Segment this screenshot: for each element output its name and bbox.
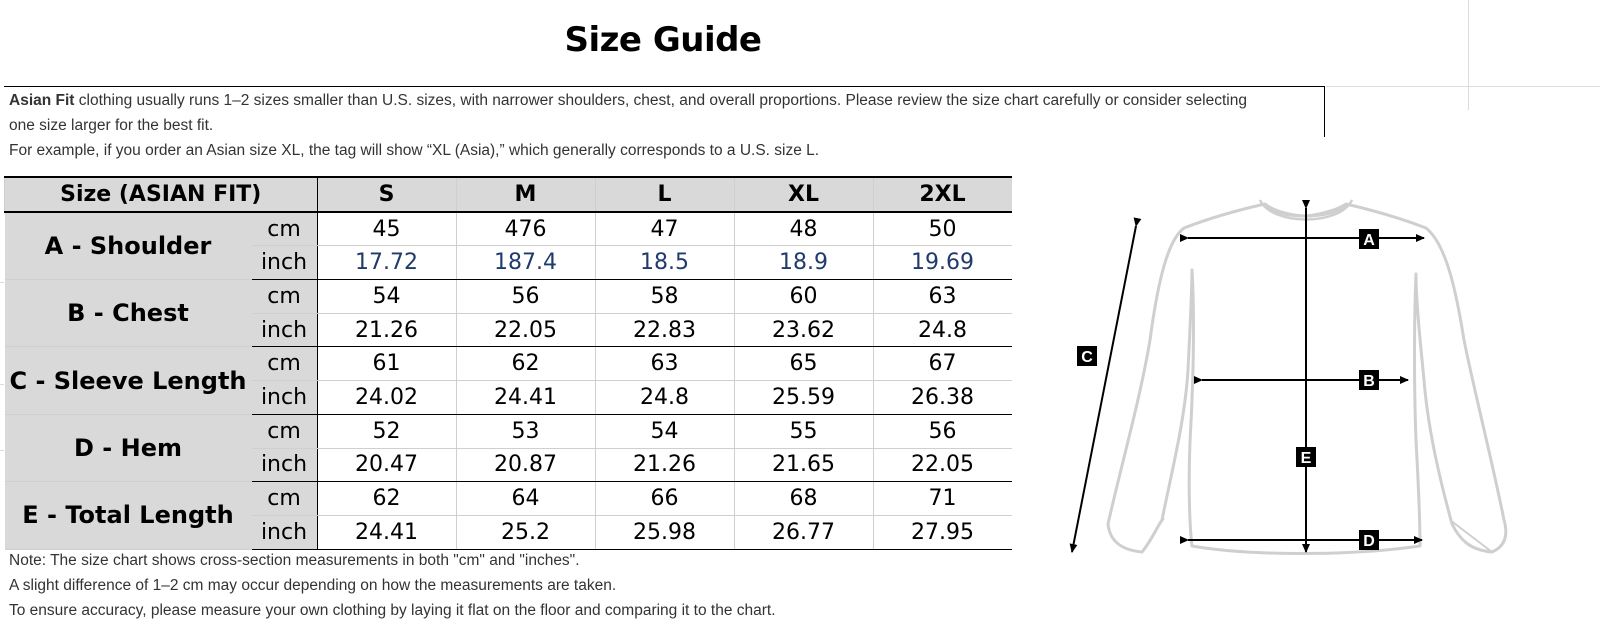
table-cell: 66 [595, 482, 734, 516]
label-b [1359, 370, 1379, 390]
table-cell: 63 [873, 280, 1012, 314]
table-cell: 24.8 [595, 381, 734, 415]
size-header-label: Size (ASIAN FIT) [5, 177, 318, 212]
unit-label-inch: inch [252, 448, 318, 482]
size-header-m: M [456, 177, 595, 212]
table-cell: 27.95 [873, 515, 1012, 549]
sweater-diagram [1060, 190, 1530, 570]
note-line-3: To ensure accuracy, please measure your own clothing by laying it flat on the floor and comparing it to the chart. [9, 602, 776, 619]
unit-label-cm: cm [252, 482, 318, 516]
table-cell: 24.41 [317, 515, 456, 549]
table-cell: 22.05 [456, 313, 595, 347]
table-cell: 22.83 [595, 313, 734, 347]
table-cell: 25.2 [456, 515, 595, 549]
note-line-1: Note: The size chart shows cross-section measurements in both "cm" and "inches". [9, 552, 580, 569]
page-title: Size Guide [564, 20, 762, 60]
table-row [5, 212, 1012, 246]
label-d [1359, 530, 1379, 550]
table-cell: 52 [317, 414, 456, 448]
table-cell: 476 [456, 212, 595, 246]
table-cell: 62 [317, 482, 456, 516]
table-cell: 67 [873, 347, 1012, 381]
unit-label-cm: cm [252, 280, 318, 314]
table-cell: 21.26 [317, 313, 456, 347]
measurement-name: C - Sleeve Length [5, 347, 252, 414]
label-a-text: A [1363, 232, 1375, 249]
unit-label-cm: cm [252, 347, 318, 381]
size-header-s: S [317, 177, 456, 212]
intro-line-2: one size larger for the best fit. [9, 117, 214, 134]
table-cell: 25.98 [595, 515, 734, 549]
size-header-2xl: 2XL [873, 177, 1012, 212]
label-e [1296, 447, 1316, 467]
table-cell: 24.8 [873, 313, 1012, 347]
table-cell: 22.05 [873, 448, 1012, 482]
grid-line [1326, 86, 1600, 87]
table-cell: 68 [734, 482, 873, 516]
table-cell: 71 [873, 482, 1012, 516]
size-header-row [5, 177, 1012, 212]
table-cell: 58 [595, 280, 734, 314]
table-cell: 25.59 [734, 381, 873, 415]
label-a [1359, 229, 1379, 249]
unit-label-cm: cm [252, 212, 318, 246]
table-cell: 56 [456, 280, 595, 314]
unit-label-inch: inch [252, 246, 318, 280]
table-cell: 45 [317, 212, 456, 246]
table-cell: 18.9 [734, 246, 873, 280]
table-cell: 60 [734, 280, 873, 314]
label-c [1077, 346, 1097, 366]
table-cell: 63 [595, 347, 734, 381]
label-e-text: E [1300, 450, 1312, 467]
measurement-name: D - Hem [5, 414, 252, 481]
table-cell: 24.41 [456, 381, 595, 415]
unit-label-inch: inch [252, 381, 318, 415]
label-b-text: B [1363, 373, 1375, 390]
table-cell: 50 [873, 212, 1012, 246]
table-cell: 64 [456, 482, 595, 516]
intro-line-1-text: clothing usually runs 1–2 sizes smaller than U.S. sizes, with narrower shoulders, chest, and overall proportions. Please review the size chart carefully or consider selecting [74, 92, 1247, 109]
table-cell: 21.26 [595, 448, 734, 482]
table-cell: 17.72 [317, 246, 456, 280]
unit-label-inch: inch [252, 313, 318, 347]
table-cell: 62 [456, 347, 595, 381]
table-cell: 48 [734, 212, 873, 246]
table-row [5, 280, 1012, 314]
intro-line-3: For example, if you order an Asian size XL, the tag will show “XL (Asia),” which generally corresponds to a U.S. size L. [9, 142, 820, 159]
table-cell: 26.77 [734, 515, 873, 549]
table-cell: 187.4 [456, 246, 595, 280]
intro-line-1 [9, 92, 1247, 110]
note-line-2: A slight difference of 1–2 cm may occur depending on how the measurements are taken. [9, 577, 617, 594]
measurement-name: E - Total Length [5, 482, 252, 549]
table-cell: 23.62 [734, 313, 873, 347]
table-cell: 47 [595, 212, 734, 246]
size-table [4, 176, 1012, 550]
unit-label-inch: inch [252, 515, 318, 549]
table-row [5, 414, 1012, 448]
table-cell: 26.38 [873, 381, 1012, 415]
table-cell: 54 [595, 414, 734, 448]
label-d-text: D [1363, 533, 1375, 550]
table-cell: 21.65 [734, 448, 873, 482]
table-cell: 20.47 [317, 448, 456, 482]
table-cell: 53 [456, 414, 595, 448]
table-cell: 54 [317, 280, 456, 314]
table-cell: 65 [734, 347, 873, 381]
table-row [5, 347, 1012, 381]
table-cell: 61 [317, 347, 456, 381]
table-cell: 20.87 [456, 448, 595, 482]
label-c-text: C [1081, 349, 1093, 366]
asian-fit-label: Asian Fit [9, 92, 75, 109]
size-header-l: L [595, 177, 734, 212]
table-cell: 18.5 [595, 246, 734, 280]
grid-line [1468, 0, 1469, 110]
measurement-name: B - Chest [5, 280, 252, 347]
table-row [5, 482, 1012, 516]
table-cell: 55 [734, 414, 873, 448]
unit-label-cm: cm [252, 414, 318, 448]
table-cell: 19.69 [873, 246, 1012, 280]
size-header-xl: XL [734, 177, 873, 212]
table-cell: 56 [873, 414, 1012, 448]
measurement-name: A - Shoulder [5, 212, 252, 280]
table-cell: 24.02 [317, 381, 456, 415]
